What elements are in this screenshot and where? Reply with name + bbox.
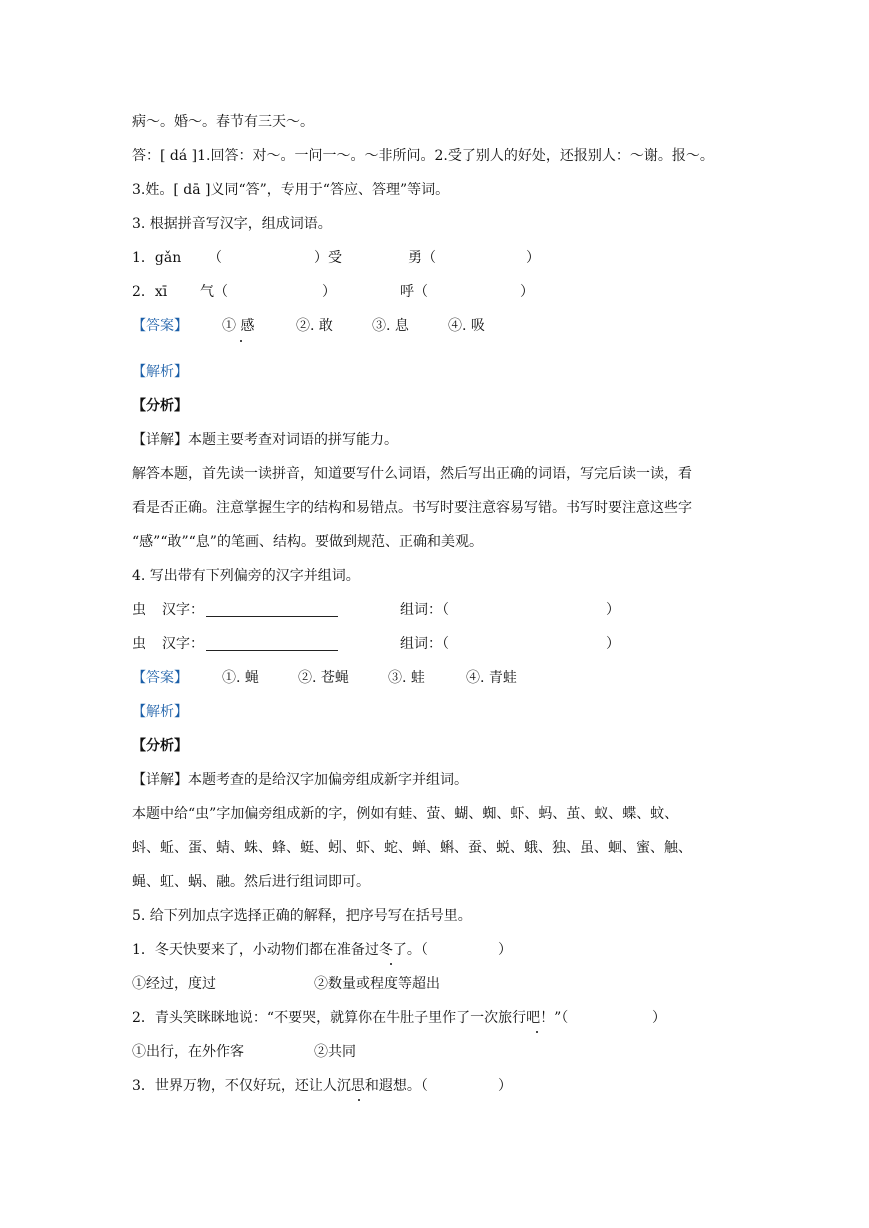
q5-option-2b: ②共同: [314, 1044, 356, 1060]
q4-row-1-zuci-close: ）: [606, 602, 620, 618]
q4-row-2-zuci-label: 组词：（: [400, 636, 449, 652]
q3-paragraph-1: 解答本题，首先读一读拼音，知道要写什么词语，然后写出正确的词语，写完后读一读，看: [132, 466, 692, 482]
question-3-title: 3. 根据拼音写汉字，组成词语。: [132, 216, 332, 232]
q3-answer-tag: 【答案】: [132, 318, 188, 334]
q3-row-1-blank-a-open: （: [208, 250, 222, 266]
q3-answer-4: ④. 吸: [448, 318, 485, 334]
question-5-title: 5. 给下列加点字选择正确的解释，把序号写在括号里。: [132, 908, 472, 924]
q4-answer-tag: 【答案】: [132, 670, 188, 686]
q5-sentence-3-close: ）: [498, 1078, 512, 1094]
q5-sentence-1-close: ）: [498, 942, 512, 958]
dictionary-line-1: 病～。婚～。春节有三天～。: [132, 114, 314, 130]
q4-row-2-hanzi-blank: [206, 650, 338, 651]
q3-answer-1: ① 感: [222, 318, 255, 334]
q4-fenxi: 【分析】: [132, 738, 188, 754]
dictionary-line-3: 3.姓。[ dā ]义同“答”，专用于“答应、答理”等词。: [132, 182, 450, 198]
q4-detail: 【详解】本题考查的是给汉字加偏旁组成新字并组词。: [132, 772, 468, 788]
question-4-title: 4. 写出带有下列偏旁的汉字并组词。: [132, 568, 360, 584]
q4-answer-3: ③. 蛙: [388, 670, 425, 686]
q4-answer-4: ④. 青蛙: [466, 670, 517, 686]
q4-row-1-hanzi-blank: [206, 616, 338, 617]
q4-row-2-zuci-close: ）: [606, 636, 620, 652]
q4-paragraph-3: 蝇、虹、蜗、融。然后进行组词即可。: [132, 874, 370, 890]
q4-row-1-hanzi-label: 汉字：: [162, 602, 204, 618]
q5-option-1a: ①经过，度过: [132, 976, 216, 992]
emphasis-dot: [358, 1099, 360, 1101]
emphasis-dot: [536, 1031, 538, 1033]
q3-row-1-blank-b-close: ）: [526, 250, 540, 266]
q4-row-2-radical: 虫: [132, 636, 146, 652]
q4-paragraph-1: 本题中给“虫”字加偏旁组成新的字，例如有蛙、萤、蝴、蜘、虾、蚂、茧、蚁、蝶、蚊、: [132, 806, 679, 822]
q3-row-1-blank-b-open: 勇（: [408, 250, 436, 266]
q5-sentence-3: 3．世界万物，不仅好玩，还让人沉思和遐想。（: [132, 1078, 428, 1094]
q3-detail: 【详解】本题主要考查对词语的拼写能力。: [132, 432, 398, 448]
q5-sentence-2: 2．青头笑眯眯地说：“不要哭，就算你在牛肚子里作了一次旅行吧！”（: [132, 1010, 569, 1026]
q3-answer-3: ③. 息: [372, 318, 409, 334]
dictionary-line-2: 答：[ dá ]1.回答：对～。一问一～。～非所问。2.受了别人的好处，还报别人：～谢。报～。: [132, 148, 714, 164]
q3-analysis-tag: 【解析】: [132, 364, 188, 380]
q5-sentence-2-close: ）: [652, 1010, 666, 1026]
emphasis-dot: [240, 340, 242, 342]
q3-paragraph-3: “感”“敢”“息”的笔画、结构。要做到规范、正确和美观。: [132, 534, 483, 550]
q5-option-2a: ①出行，在外作客: [132, 1044, 244, 1060]
q5-sentence-1: 1．冬天快要来了，小动物们都在准备过冬了。（: [132, 942, 428, 958]
q3-fenxi: 【分析】: [132, 398, 188, 414]
q3-paragraph-2: 看是否正确。注意掌握生字的结构和易错点。书写时要注意容易写错。书写时要注意这些字: [132, 500, 692, 516]
emphasis-dot: [390, 963, 392, 965]
q3-row-2-label: 2．xī: [132, 284, 168, 300]
q4-paragraph-2: 蚪、蚯、蛋、蜻、蛛、蜂、蜓、蚓、虾、蛇、蝉、蝌、蚕、蜕、蛾、独、虽、蛔、蜜、触、: [132, 840, 692, 856]
q4-answer-1: ①. 蝇: [222, 670, 259, 686]
q3-row-1-blank-a-close: ）受: [314, 250, 342, 266]
q3-row-1-label: 1．gǎn: [132, 250, 182, 266]
q4-row-1-zuci-label: 组词：（: [400, 602, 449, 618]
q3-row-2-blank-b-close: ）: [520, 284, 534, 300]
q3-row-2-blank-a-open: 气（: [200, 284, 228, 300]
q4-row-1-radical: 虫: [132, 602, 146, 618]
q4-analysis-tag: 【解析】: [132, 704, 188, 720]
q3-answer-2: ②. 敢: [296, 318, 333, 334]
q3-row-2-blank-b-open: 呼（: [400, 284, 428, 300]
q4-answer-2: ②. 苍蝇: [298, 670, 349, 686]
q4-row-2-hanzi-label: 汉字：: [162, 636, 204, 652]
q5-option-1b: ②数量或程度等超出: [314, 976, 440, 992]
q3-row-2-blank-a-close: ）: [322, 284, 336, 300]
